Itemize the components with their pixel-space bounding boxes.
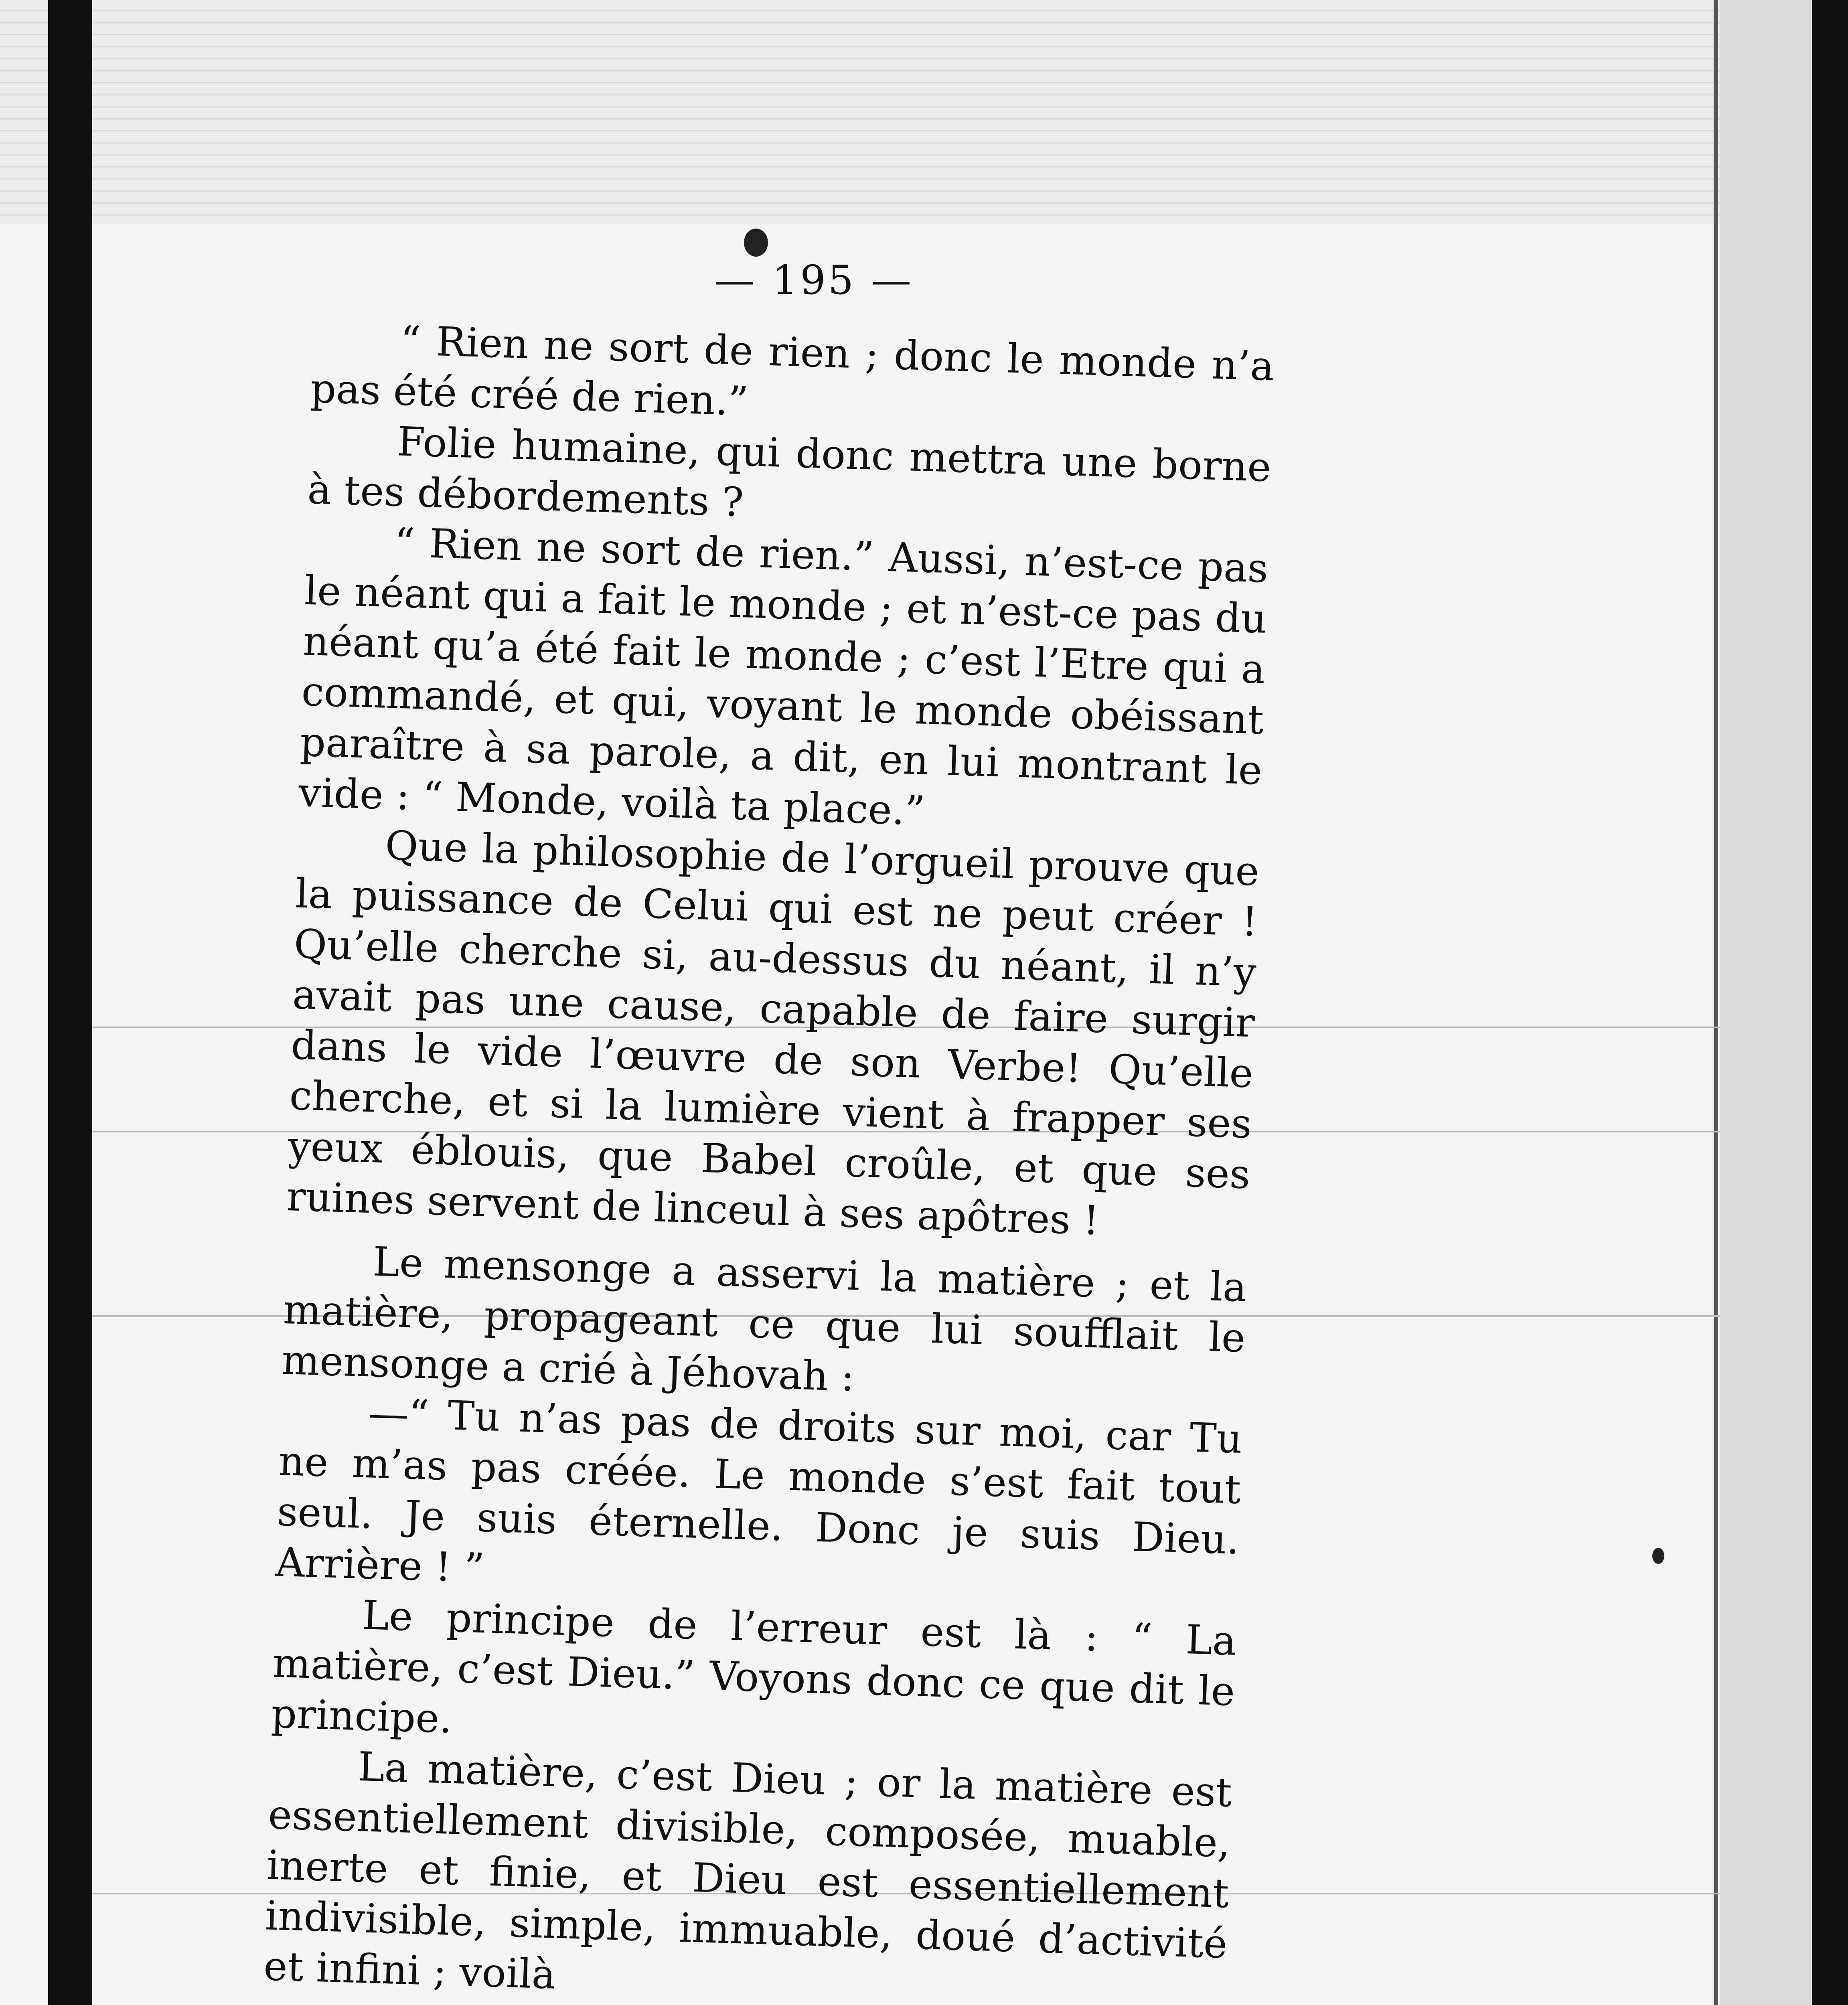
scan-noise-top — [0, 0, 1848, 225]
paragraph: “ Rien ne sort de rien.” Aussi, n’est-ce pas le néant qui a fait le monde ; et n’est-ce pas du néant qu’a été fait le monde ; c’est l’Etre qui a commandé, et qui, voyant le monde obéissant paraître à sa parole, a dit, en lui montrant le vide : “ Monde, voilà ta place.” — [298, 519, 1269, 834]
paragraph: La matière, c’est Dieu ; or la matière est essentiellement divisible, composée, muable, inerte et finie, et Dieu est essentiellement indivisible, simple, immuable, doué d’activité et infini ; voilà — [263, 1743, 1233, 1998]
page-number: — 195 — — [714, 257, 914, 304]
paragraph: Folie humaine, qui donc mettra une borne à tes débordements ? — [307, 418, 1272, 526]
page-edge-line — [1714, 0, 1718, 2005]
paragraph: Le mensonge a asservi la matière ; et la matière, propageant ce que lui soufflait le mensonge a crié à Jéhovah : — [281, 1238, 1248, 1401]
paragraph: —“ Tu n’as pas de droits sur moi, car Tu ne m’as pas créée. Le monde s’est fait tout seul. Je suis éternelle. Donc je suis Dieu. Arrière ! ” — [275, 1389, 1243, 1592]
ink-blot — [744, 229, 768, 257]
next-page-edge — [1720, 0, 1812, 2005]
paragraph: Que la philosophie de l’orgueil prouve que la puissance de Celui qui est ne peut créer ! Qu’elle cherche si, au-dessus du néant, il n’y avait pas une cause, capable de faire surgir dans le vide l’œuvre de son Verbe! Qu’elle cherche, et si la lumière vient à frapper ses yeux éblouis, que Babel croûle, et que ses ruines servent de linceul à ses apôtres ! — [286, 822, 1260, 1244]
body-text — [263, 313, 1275, 2005]
binding-shadow — [48, 0, 92, 2005]
ink-blot — [1652, 1548, 1664, 1564]
scan-border-right — [1812, 0, 1848, 2005]
paragraph: Le principe de l’erreur est là : “ La matière, c’est Dieu.” Voyons donc ce que dit le principe. — [270, 1592, 1237, 1742]
paragraph: “ Rien ne sort de rien ; donc le monde n’a pas été créé de rien.” — [310, 317, 1275, 425]
